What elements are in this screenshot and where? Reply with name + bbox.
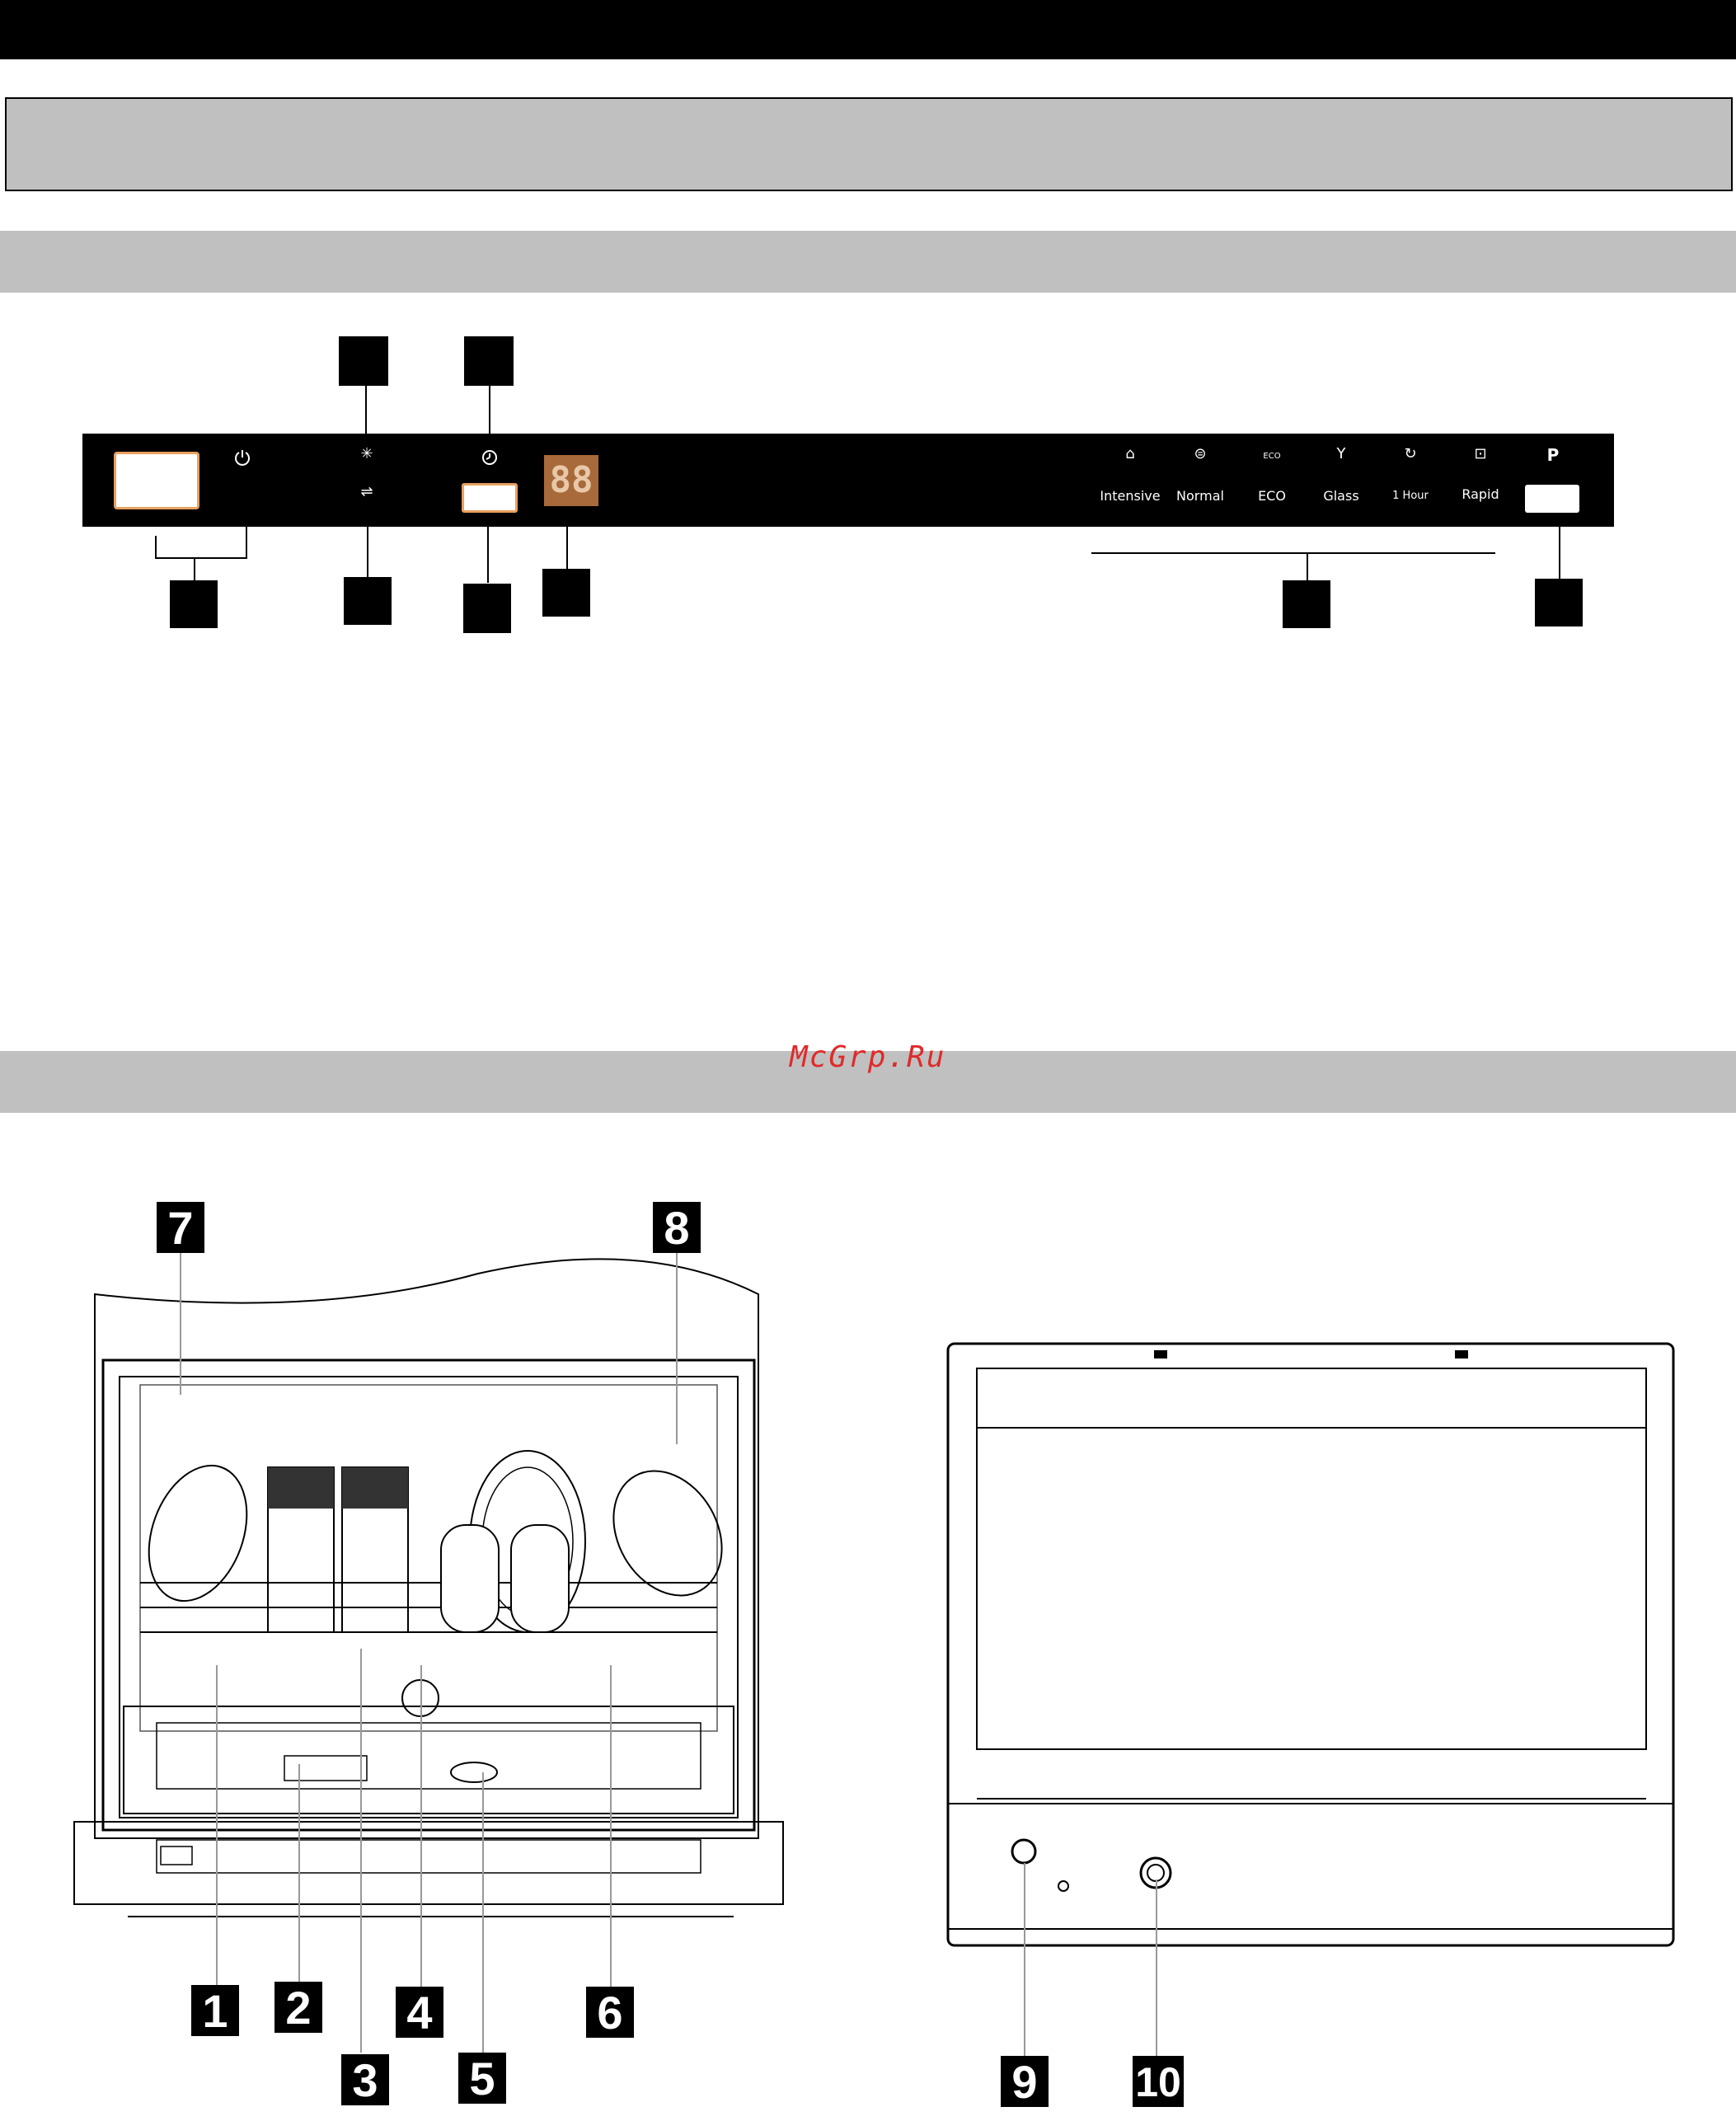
callout-line [1559, 527, 1560, 580]
callout-line [1307, 552, 1308, 582]
callout-line [610, 1665, 612, 1995]
callout-marker [344, 577, 392, 625]
callout-line [216, 1665, 218, 1987]
section-bar-control-panel [0, 231, 1736, 293]
rinse-aid-icon: ✳ [360, 445, 373, 462]
part-marker-1: 1 [191, 1985, 239, 2036]
part-marker-6: 6 [586, 1987, 634, 2038]
callout-marker [339, 336, 388, 386]
callout-line [487, 527, 489, 583]
callout-line [180, 1246, 181, 1395]
callout-marker [542, 569, 590, 617]
callout-marker [170, 580, 218, 628]
power-icon [232, 448, 252, 468]
watermark: McGrp.Ru [790, 1040, 946, 1074]
callout-marker [1283, 580, 1330, 628]
program-label-rapid: Rapid [1462, 486, 1499, 502]
dishwasher-front-view [66, 1195, 791, 2020]
program-button[interactable] [1525, 485, 1579, 513]
callout-line [367, 527, 368, 578]
program-label-normal: Normal [1176, 488, 1224, 504]
callout-line [360, 1649, 362, 2053]
bracket-line [1091, 552, 1495, 554]
bracket-line [155, 536, 157, 559]
part-marker-7: 7 [157, 1202, 204, 1253]
glass-icon: Y [1336, 445, 1346, 462]
rapid-icon: ⊡ [1474, 445, 1487, 462]
callout-line [1156, 1879, 1157, 2077]
callout-line [365, 386, 367, 434]
part-marker-4: 4 [396, 1987, 443, 2038]
bracket-line [155, 557, 247, 559]
part-marker-2: 2 [274, 1982, 322, 2033]
program-button-label: P [1546, 445, 1560, 465]
top-header-bar [0, 0, 1736, 59]
callout-line [1024, 1863, 1025, 2077]
part-marker-5: 5 [458, 2053, 506, 2104]
digital-display: 88 [544, 455, 598, 506]
program-label-one-hour: 1 Hour [1392, 490, 1429, 502]
program-label-intensive: Intensive [1100, 488, 1161, 504]
part-marker-8: 8 [653, 1202, 701, 1253]
salt-icon: ⇌ [360, 483, 373, 500]
callout-marker [1535, 579, 1583, 626]
dishwasher-back-view [940, 1335, 1682, 1962]
callout-line [489, 386, 490, 434]
bracket-line [246, 488, 247, 559]
eco-icon: ECO [1263, 452, 1281, 461]
callout-marker [464, 336, 514, 386]
title-box [5, 97, 1733, 191]
pot-icon: ⌂ [1125, 445, 1135, 462]
program-label-eco: ECO [1258, 488, 1286, 504]
part-marker-9: 9 [1001, 2056, 1049, 2107]
power-button[interactable] [114, 452, 199, 509]
one-hour-icon: ↻ [1404, 445, 1417, 462]
callout-line [194, 557, 195, 582]
program-label-glass: Glass [1323, 488, 1359, 504]
part-marker-10: 10 [1133, 2056, 1184, 2107]
callout-marker [463, 584, 511, 633]
control-panel [82, 434, 1614, 527]
plate-icon: ⊜ [1194, 445, 1207, 462]
callout-line [420, 1665, 422, 1995]
callout-line [298, 1764, 300, 2005]
clock-icon [481, 448, 499, 467]
callout-line [676, 1246, 678, 1444]
part-marker-3: 3 [341, 2054, 389, 2105]
delay-button[interactable] [462, 483, 518, 513]
callout-line [482, 1772, 484, 2053]
callout-line [566, 527, 568, 570]
